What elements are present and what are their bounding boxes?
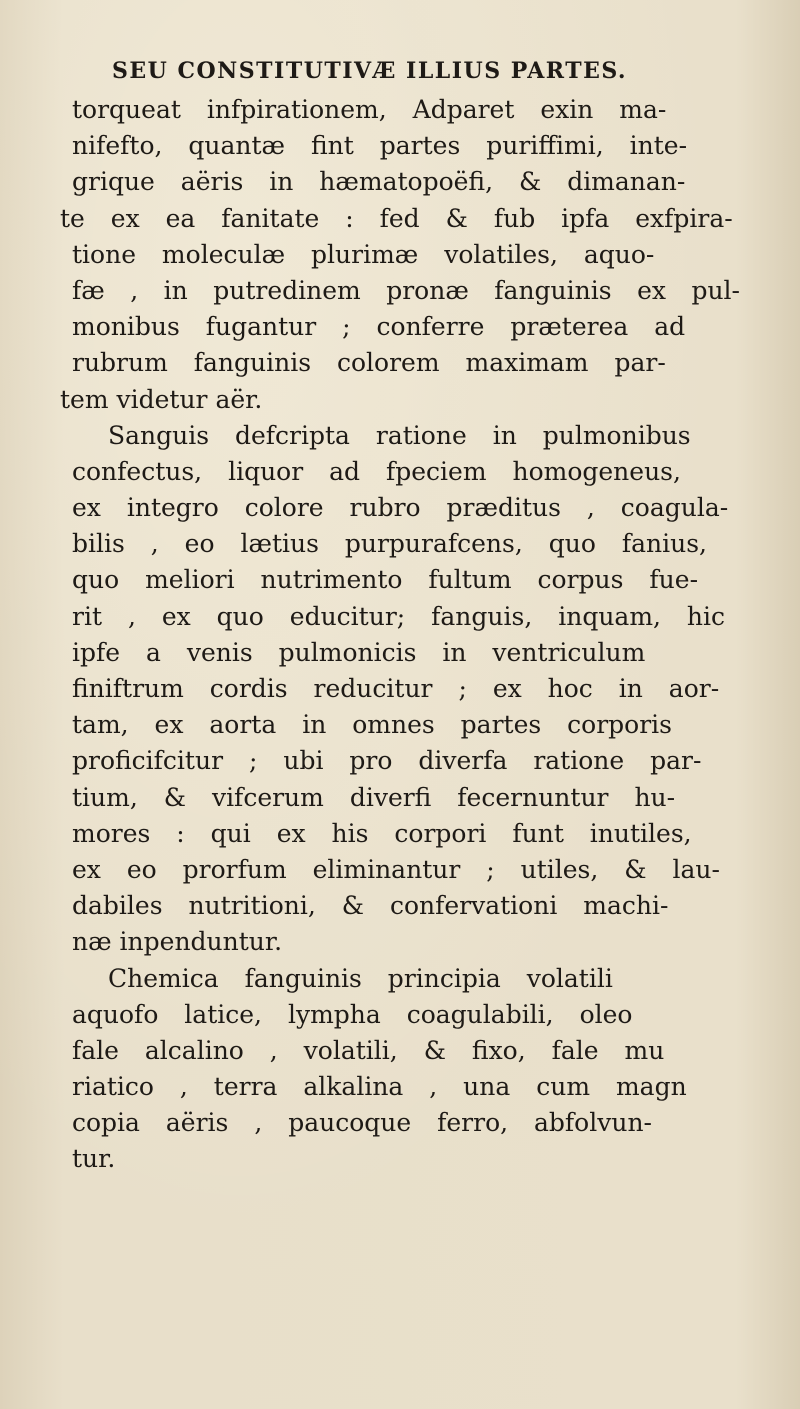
text-line: monibus fugantur ; conferre præterea ad [72, 312, 686, 342]
text-line: confectus, liquor ad fpeciem homogeneus, [72, 456, 681, 486]
text-line: fæ , in putredinem pronæ fanguinis ex pul- [72, 275, 740, 305]
running-header: SEU CONSTITUTIVÆ ILLIUS PARTES. [112, 58, 628, 84]
text-line: dabiles nutritioni, & confervationi machi- [72, 891, 669, 921]
text-line: te ex ea fanitate : fed & fub ipfa exfpira- [60, 203, 733, 233]
text-line: næ inpenduntur. [72, 927, 283, 957]
text-line: Sanguis defcripta ratione in pulmonibus [108, 420, 691, 450]
text-line: tur. [72, 1144, 116, 1174]
text-line: rubrum fanguinis colorem maximam par- [72, 348, 666, 378]
text-line: riatico , terra alkalina , una cum magn [72, 1072, 687, 1102]
text-line: tium, & vifcerum diverfi fecernuntur hu- [72, 782, 676, 812]
text-line: bilis , eo lætius purpurafcens, quo fanius, [72, 529, 707, 559]
text-line: quo meliori nutrimento fultum corpus fue- [72, 565, 699, 595]
text-line: proficifcitur ; ubi pro diverfa ratione par- [72, 746, 702, 776]
text-line: ex integro colore rubro præditus , coagula- [72, 493, 729, 523]
text-line: fale alcalino , volatili, & fixo, fale mu [72, 1035, 665, 1065]
text-line: tam, ex aorta in omnes partes corporis [72, 710, 672, 740]
text-line: tione moleculæ plurimæ volatiles, aquo- [72, 239, 655, 269]
text-line: mores : qui ex his corpori funt inutiles, [72, 818, 692, 848]
text-line: grique aëris in hæmatopoëfi, & dimanan- [72, 167, 686, 197]
text-line: tem videtur aër. [60, 384, 263, 414]
text-line: nifefto, quantæ fint partes puriffimi, inte- [72, 131, 688, 161]
text-line: torqueat infpirationem, Adparet exin ma- [72, 95, 667, 124]
body-text [60, 92, 760, 1178]
text-line: ipfe a venis pulmonicis in ventriculum [72, 637, 646, 667]
text-line: finiftrum cordis reducitur ; ex hoc in aor- [72, 674, 720, 703]
text-line: Chemica fanguinis principia volatili [108, 963, 613, 993]
text-line: ex eo prorfum eliminantur ; utiles, & lau- [72, 854, 720, 884]
text-line: aquofo latice, lympha coagulabili, oleo [72, 999, 633, 1029]
text-line: rit , ex quo educitur; fanguis, inquam, hic [72, 601, 726, 631]
text-line: copia aëris , paucoque ferro, abfolvun- [72, 1108, 653, 1138]
